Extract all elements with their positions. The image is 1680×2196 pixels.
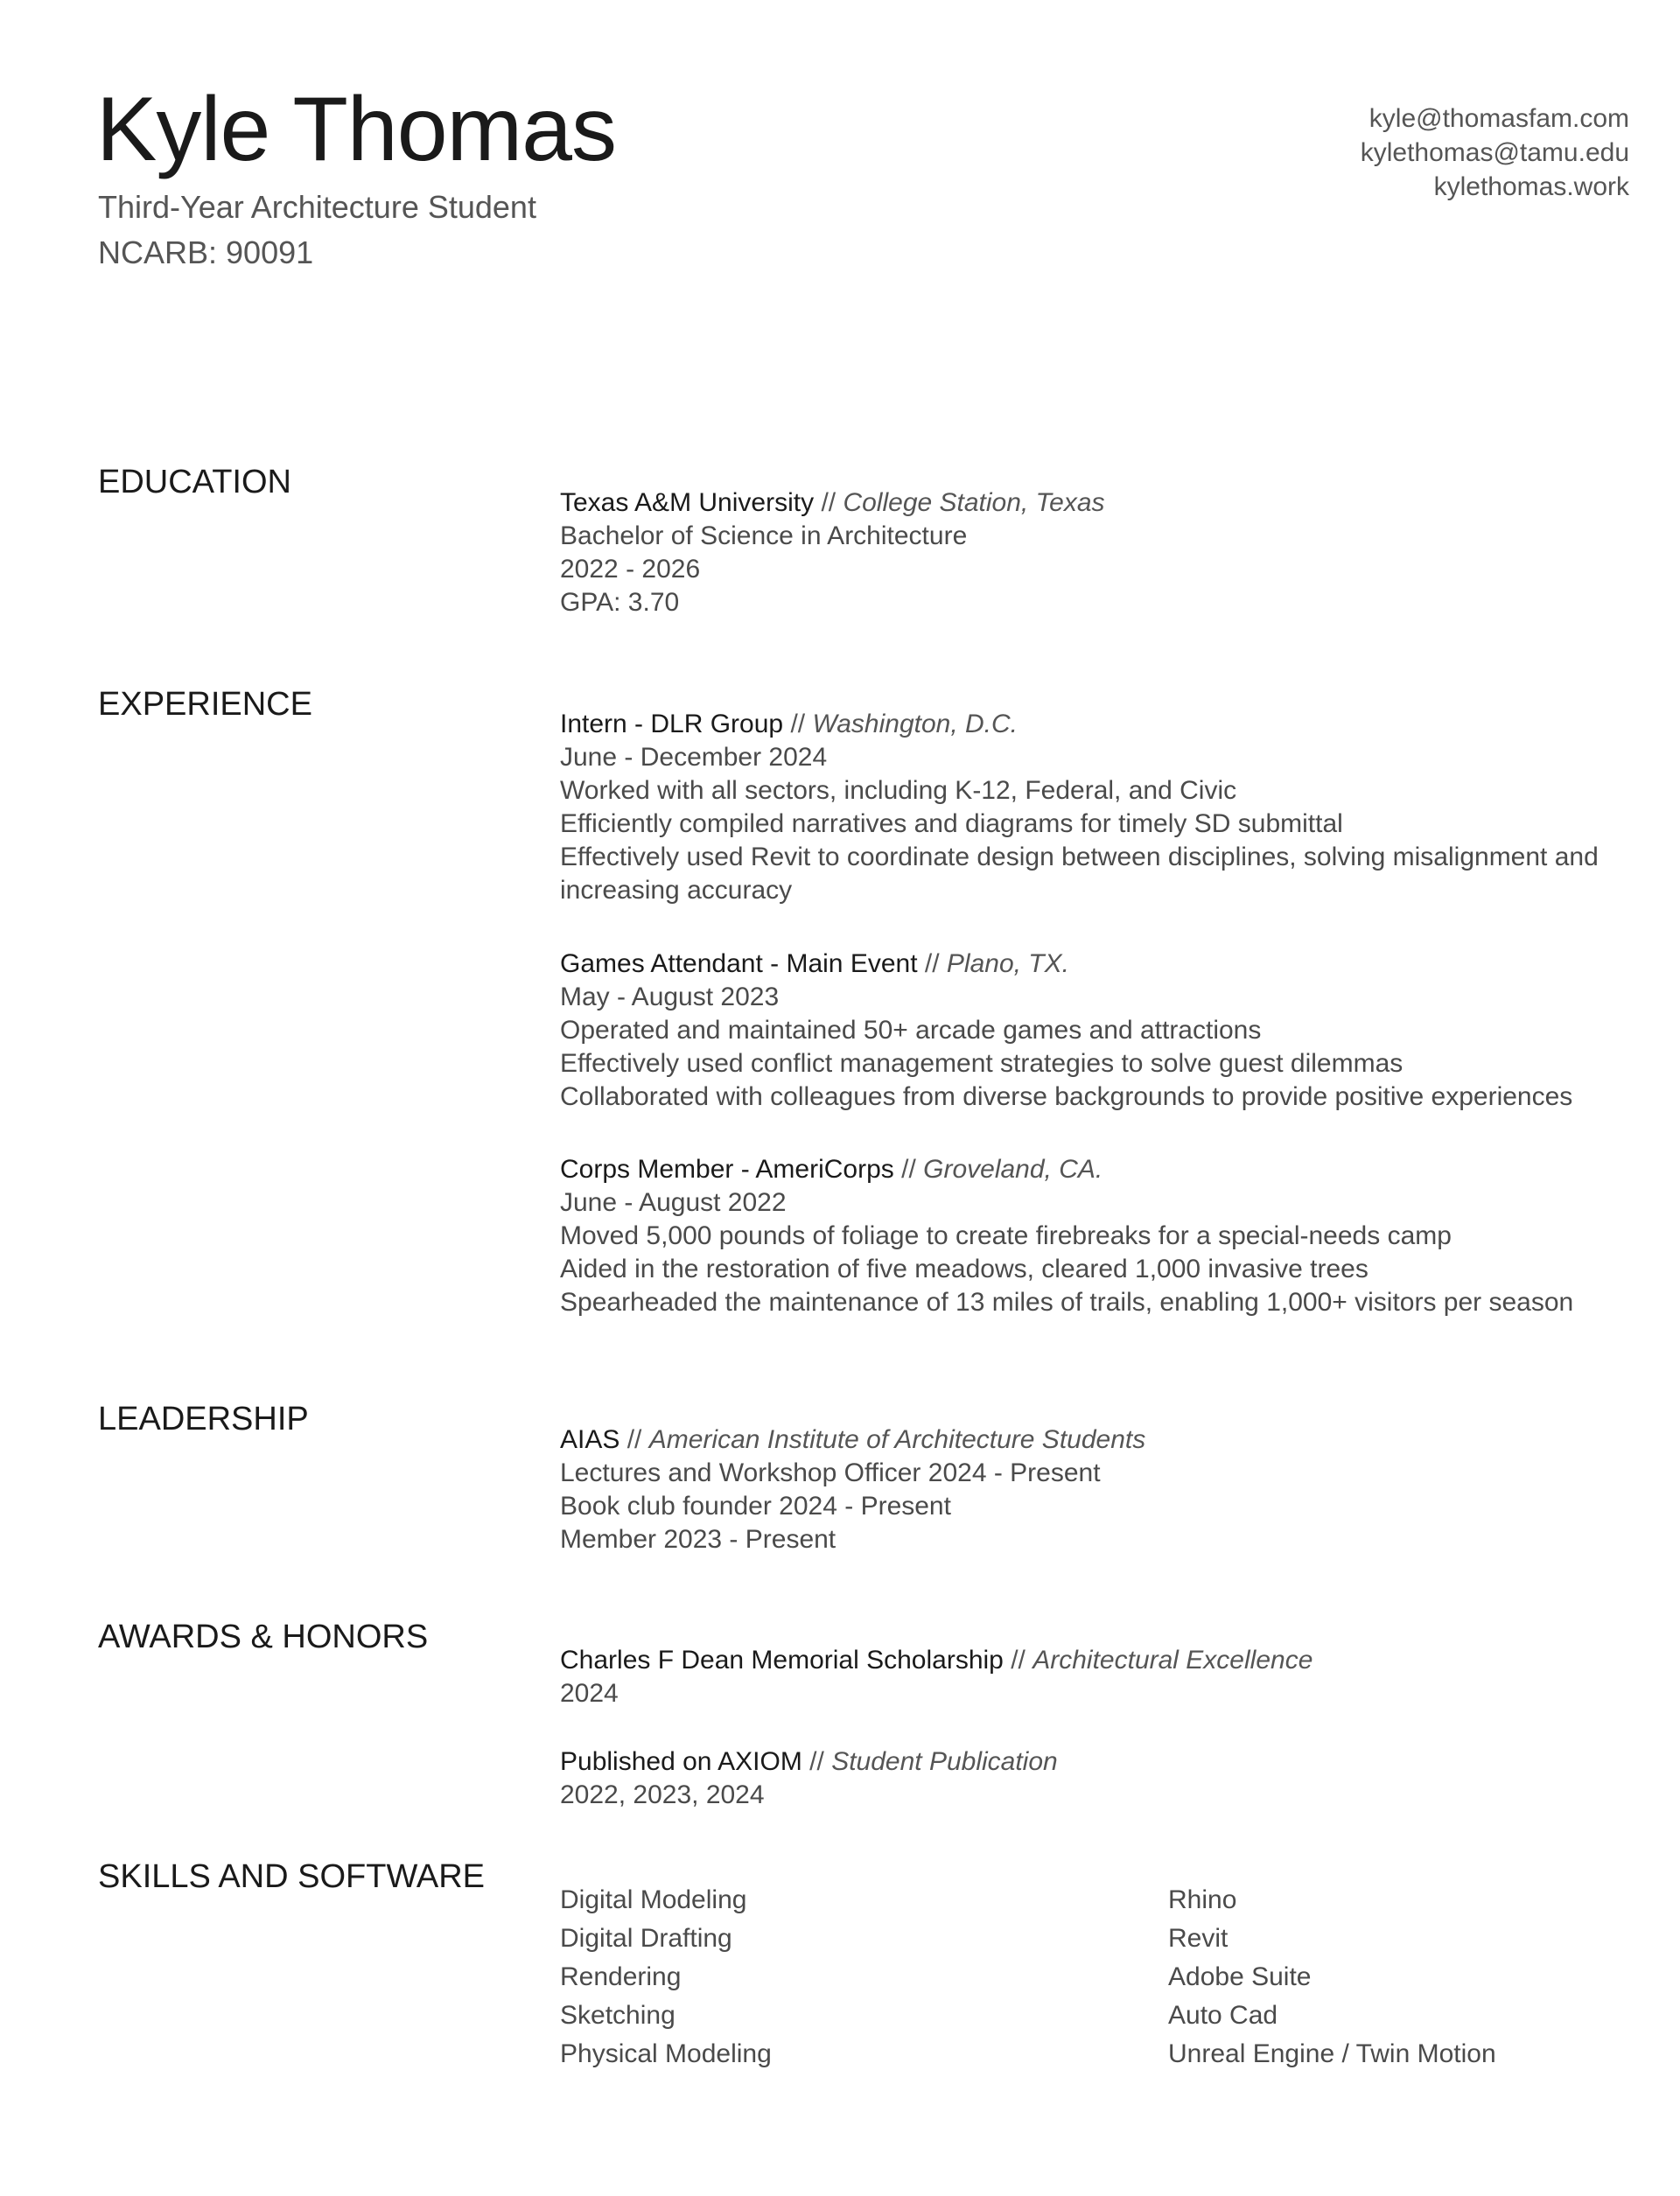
education-entry [560, 486, 1105, 619]
entry-line: Aided in the restoration of five meadows, cleared 1,000 invasive trees [560, 1255, 1368, 1283]
skill-item: Sketching [560, 2001, 676, 2030]
entry-line: May - August 2023 [560, 983, 780, 1011]
leadership-heading: LEADERSHIP [98, 1401, 309, 1437]
skill-item: Digital Drafting [560, 1924, 732, 1953]
entry-location: Architectural Excellence [1032, 1646, 1313, 1675]
entry-title: AIAS [560, 1425, 620, 1454]
entry-header [560, 1745, 1058, 1779]
entry-title: Corps Member - AmeriCorps [560, 1155, 894, 1184]
entry-location: Washington, D.C. [812, 710, 1018, 738]
entry-line: Collaborated with colleagues from diverse backgrounds to provide positive experiences [560, 1082, 1573, 1111]
ncarb-number: NCARB: 90091 [98, 234, 314, 270]
separator: // [924, 949, 940, 978]
skills-list [560, 1881, 772, 2074]
resume-title: Third-Year Architecture Student [98, 189, 536, 225]
separator: // [1011, 1646, 1026, 1675]
leadership-entry [560, 1423, 1145, 1556]
entry-line: Worked with all sectors, including K-12, Federal, and Civic [560, 776, 1237, 805]
skill-item: Physical Modeling [560, 2039, 772, 2068]
entry-header [560, 1644, 1312, 1677]
entry-title: Published on AXIOM [560, 1747, 802, 1776]
entry-line: Member 2023 - Present [560, 1525, 836, 1554]
contact-website[interactable]: kylethomas.work [1433, 172, 1629, 201]
skill-item: Digital Modeling [560, 1885, 747, 1914]
entry-header [560, 948, 1572, 981]
entry-header [560, 1423, 1145, 1457]
software-item: Unreal Engine / Twin Motion [1168, 2039, 1496, 2068]
education-heading: EDUCATION [98, 464, 291, 500]
awards-heading: AWARDS & HONORS [98, 1619, 429, 1655]
entry-line: Operated and maintained 50+ arcade games and attractions [560, 1016, 1262, 1045]
experience-heading: EXPERIENCE [98, 686, 312, 723]
entry-line: Moved 5,000 pounds of foliage to create firebreaks for a special-needs camp [560, 1221, 1452, 1250]
entry-line: Spearheaded the maintenance of 13 miles of trails, enabling 1,000+ visitors per season [560, 1288, 1574, 1317]
award-entry [560, 1745, 1058, 1812]
entry-title: Intern - DLR Group [560, 710, 784, 738]
separator: // [790, 710, 806, 738]
entry-line: Bachelor of Science in Architecture [560, 521, 968, 550]
separator: // [821, 488, 836, 517]
skills-heading: SKILLS AND SOFTWARE [98, 1858, 486, 1895]
entry-line: GPA: 3.70 [560, 588, 680, 617]
contact-email-personal[interactable]: kyle@thomasfam.com [1368, 104, 1629, 133]
entry-line: 2022 - 2026 [560, 555, 701, 584]
entry-title: Charles F Dean Memorial Scholarship [560, 1646, 1004, 1675]
resume-name: Kyle Thomas [96, 79, 617, 180]
software-list [1168, 1881, 1496, 2074]
software-item: Auto Cad [1168, 2001, 1278, 2030]
separator: // [809, 1747, 824, 1776]
entry-line: 2022, 2023, 2024 [560, 1780, 765, 1809]
entry-location: American Institute of Architecture Students [648, 1425, 1146, 1454]
entry-line: Efficiently compiled narratives and diagrams for timely SD submittal [560, 809, 1343, 838]
entry-location: Student Publication [831, 1747, 1058, 1776]
contact-email-school[interactable]: kylethomas@tamu.edu [1360, 138, 1629, 167]
entry-line: increasing accuracy [560, 876, 793, 905]
entry-line: Effectively used conflict management strategies to solve guest dilemmas [560, 1049, 1404, 1078]
entry-line: Effectively used Revit to coordinate design between disciplines, solving misalignment and [560, 843, 1599, 871]
software-item: Adobe Suite [1168, 1962, 1312, 1991]
award-entry [560, 1644, 1312, 1710]
entry-line: Lectures and Workshop Officer 2024 - Present [560, 1458, 1101, 1487]
entry-line: 2024 [560, 1679, 619, 1708]
experience-entry [560, 708, 1599, 907]
entry-header [560, 486, 1105, 520]
software-item: Revit [1168, 1924, 1228, 1953]
entry-title: Texas A&M University [560, 488, 815, 517]
entry-title: Games Attendant - Main Event [560, 949, 918, 978]
entry-header [560, 1153, 1573, 1186]
contact-block [1361, 101, 1629, 204]
entry-location: Groveland, CA. [923, 1155, 1103, 1184]
experience-entry [560, 1153, 1573, 1319]
entry-line: June - December 2024 [560, 743, 828, 772]
entry-line: Book club founder 2024 - Present [560, 1492, 951, 1521]
entry-location: College Station, Texas [843, 488, 1105, 517]
separator: // [626, 1425, 642, 1454]
skill-item: Rendering [560, 1962, 682, 1991]
entry-location: Plano, TX. [946, 949, 1069, 978]
entry-header [560, 708, 1599, 741]
experience-entry [560, 948, 1572, 1114]
software-item: Rhino [1168, 1885, 1237, 1914]
entry-line: June - August 2022 [560, 1188, 787, 1217]
separator: // [901, 1155, 916, 1184]
